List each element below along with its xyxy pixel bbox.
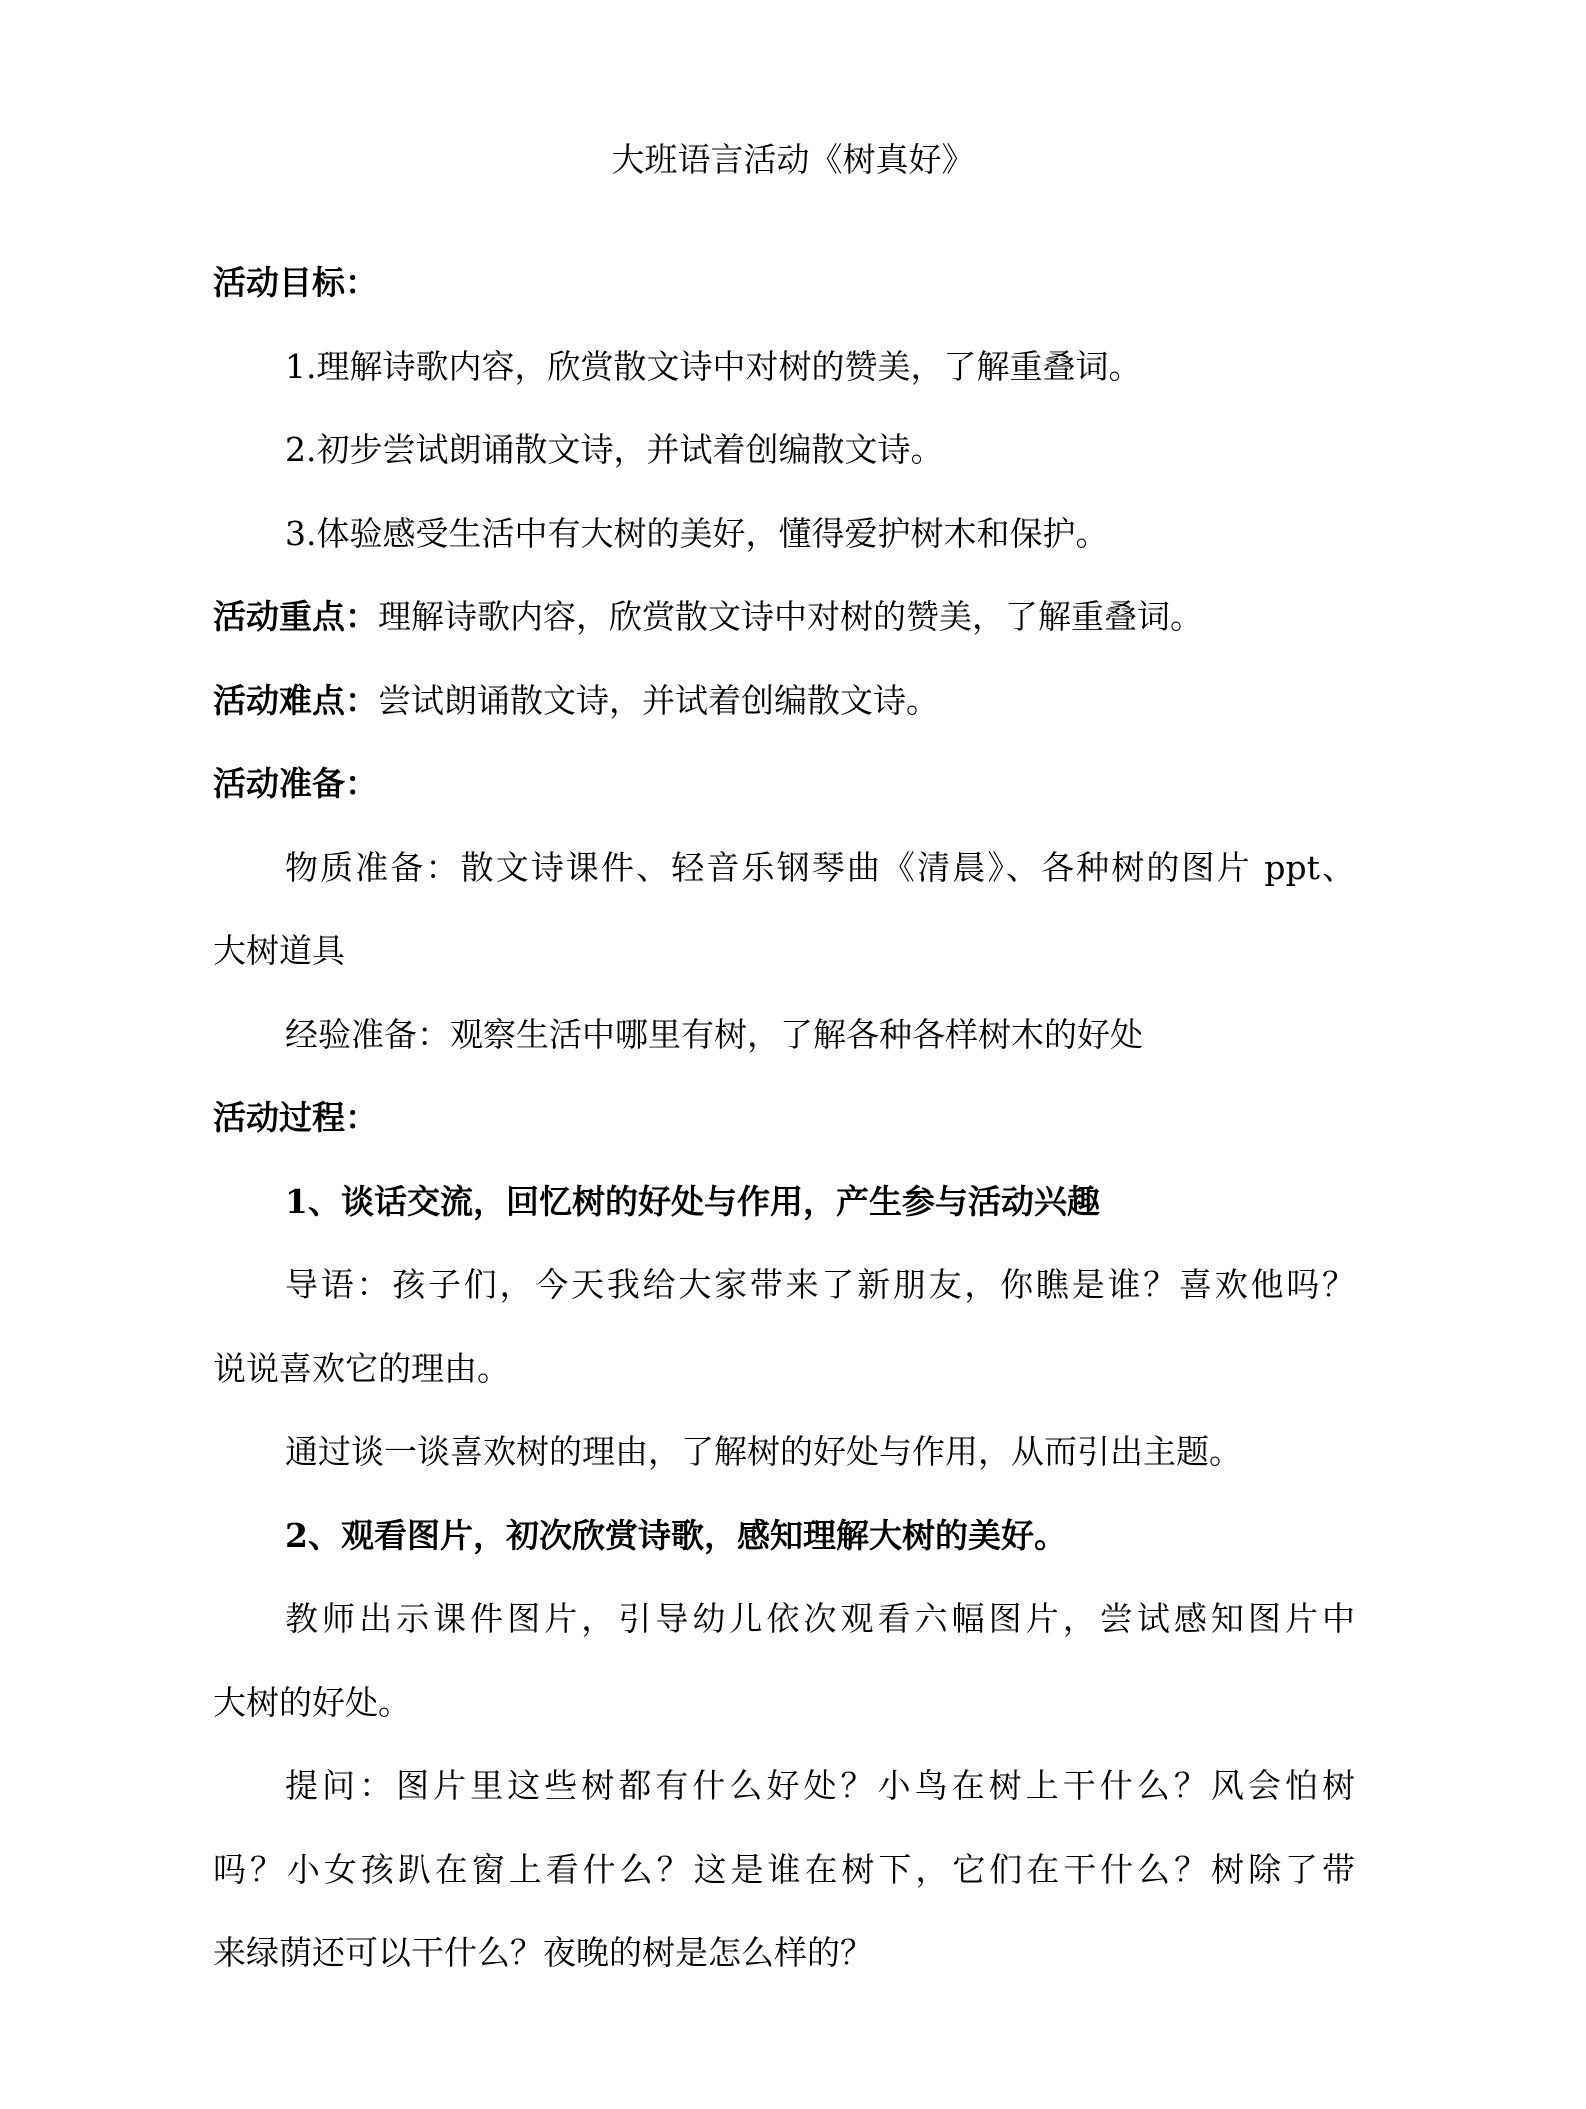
- key-point-row: [213, 595, 1355, 639]
- experience-preparation: 经验准备：观察生活中哪里有树，了解各种各样树木的好处: [285, 1015, 1143, 1054]
- material-preparation-line-2: 大树道具: [213, 931, 345, 970]
- preparation-heading: 活动准备：: [213, 764, 378, 803]
- step-2-title: 2、观看图片，初次欣赏诗歌，感知理解大树的美好。: [285, 1516, 1067, 1555]
- step-1-intro-line-2: 说说喜欢它的理由。: [213, 1349, 510, 1388]
- step-2-question-line-2: 吗？小女孩趴在窗上看什么？这是谁在树下，它们在干什么？树除了带: [213, 1850, 1355, 1889]
- key-point-text: 理解诗歌内容，欣赏散文诗中对树的赞美，了解重叠词。: [378, 597, 1203, 636]
- difficulty-text: 尝试朗诵散文诗，并试着创编散文诗。: [378, 681, 939, 720]
- goals-heading: 活动目标：: [213, 263, 378, 302]
- difficulty-label: 活动难点：: [213, 681, 378, 720]
- material-preparation-line-1: 物质准备：散文诗课件、轻音乐钢琴曲《清晨》、各种树的图片 ppt、: [285, 848, 1355, 887]
- step-2-question-line-3: 来绿荫还可以干什么？夜晚的树是怎么样的？: [213, 1933, 873, 1972]
- step-2-desc-line-2: 大树的好处。: [213, 1683, 411, 1722]
- process-heading: 活动过程：: [213, 1098, 378, 1137]
- goal-item-3: 3.体验感受生活中有大树的美好，懂得爱护树木和保护。: [285, 514, 1109, 553]
- key-point-label: 活动重点：: [213, 597, 378, 636]
- goal-item-2: 2.初步尝试朗诵散文诗，并试着创编散文诗。: [285, 430, 944, 469]
- step-2-desc-line-1: 教师出示课件图片，引导幼儿依次观看六幅图片，尝试感知图片中: [285, 1599, 1355, 1638]
- step-1-note: 通过谈一谈喜欢树的理由，了解树的好处与作用，从而引出主题。: [285, 1432, 1242, 1471]
- step-2-question-line-1: 提问：图片里这些树都有什么好处？小鸟在树上干什么？风会怕树: [285, 1766, 1355, 1805]
- document-title: 大班语言活动《树真好》: [611, 140, 975, 179]
- goal-item-1: 1.理解诗歌内容，欣赏散文诗中对树的赞美，了解重叠词。: [285, 347, 1142, 386]
- difficulty-row: [213, 679, 1355, 723]
- step-1-intro-line-1: 导语：孩子们，今天我给大家带来了新朋友，你瞧是谁？喜欢他吗？: [285, 1265, 1355, 1304]
- step-1-title: 1、谈话交流，回忆树的好处与作用，产生参与活动兴趣: [285, 1182, 1100, 1221]
